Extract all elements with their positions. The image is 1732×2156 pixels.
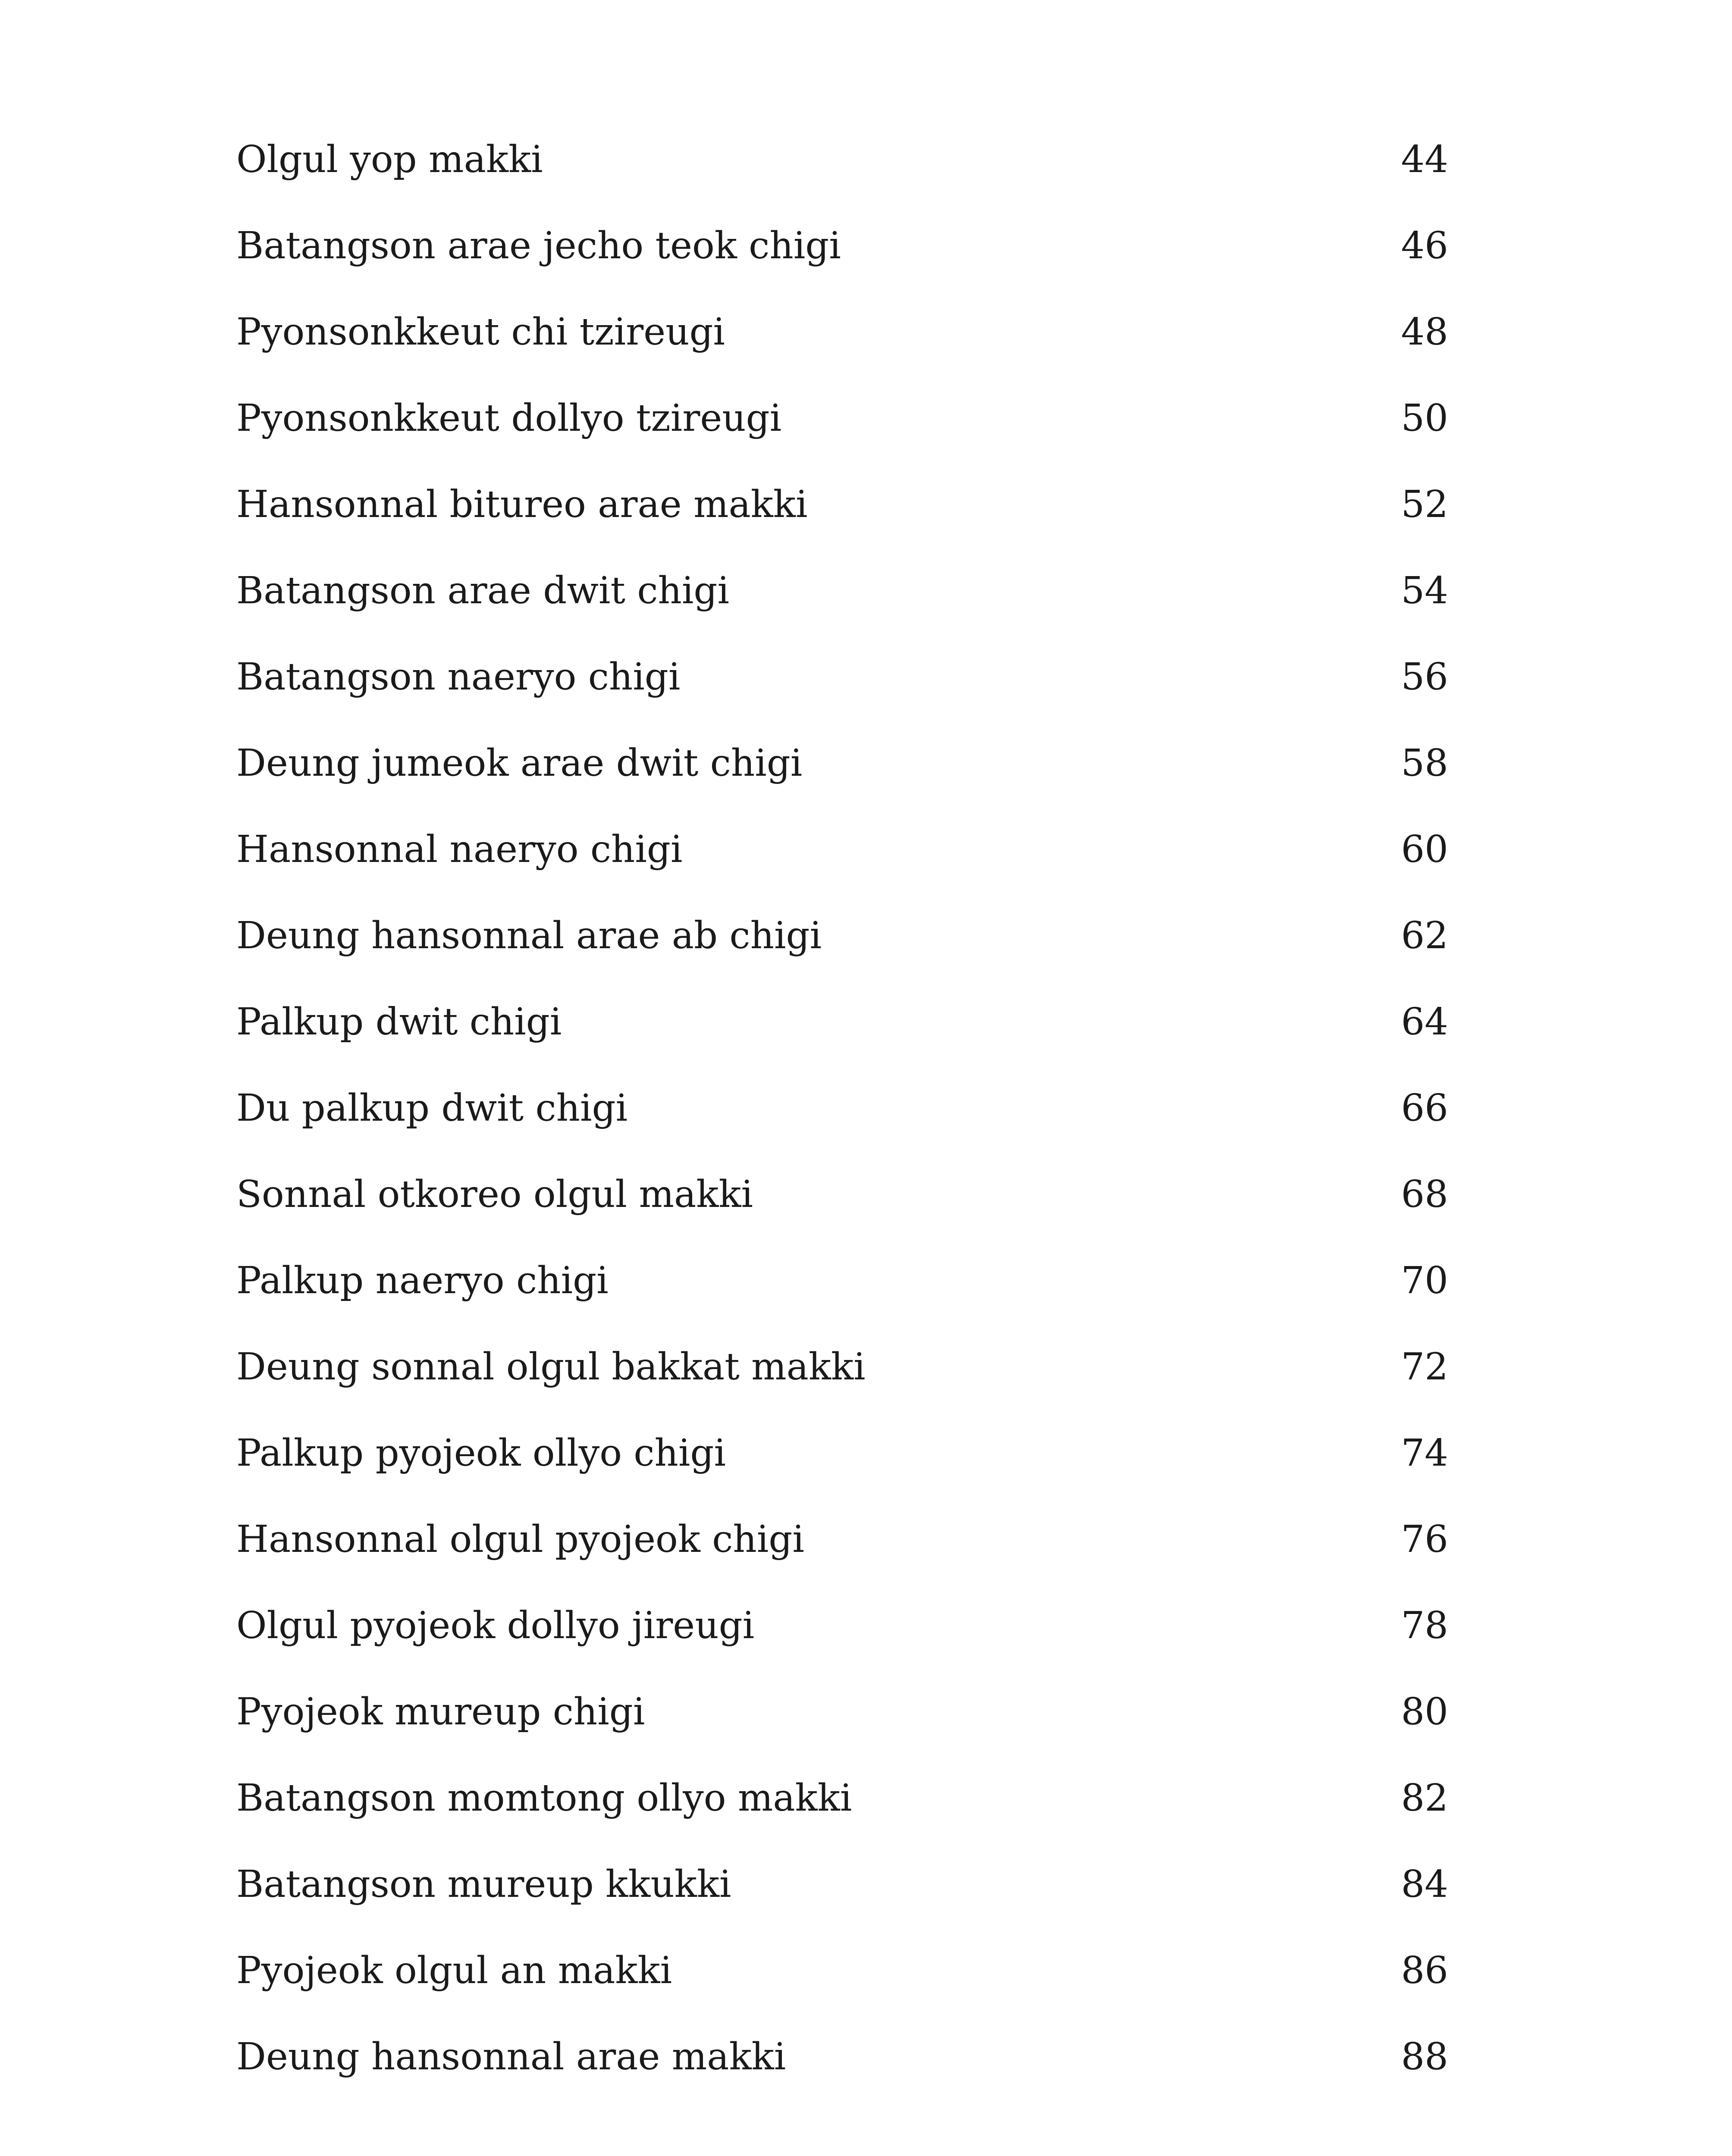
toc-entry-title: Olgul pyojeok dollyo jireugi <box>236 1604 755 1647</box>
toc-entry-page-number: 62 <box>1401 914 1448 957</box>
toc-entry-title: Pyonsonkkeut chi tzireugi <box>236 310 725 354</box>
toc-entry-page-number: 84 <box>1401 1863 1448 1906</box>
toc-entry <box>236 289 1448 375</box>
toc-entry-page-number: 58 <box>1401 742 1448 785</box>
toc-entry-title: Batangson mureup kkukki <box>236 1863 731 1906</box>
toc-entry-title: Palkup dwit chigi <box>236 1000 562 1044</box>
toc-entry-title: Batangson arae dwit chigi <box>236 569 729 612</box>
toc-entry-page-number: 78 <box>1401 1604 1448 1647</box>
toc-entry-page-number: 60 <box>1401 828 1448 871</box>
toc-entry-page-number: 86 <box>1401 1949 1448 1992</box>
toc-entry <box>236 2014 1448 2100</box>
table-of-contents <box>236 116 1448 2100</box>
toc-entry-page-number: 48 <box>1401 310 1448 354</box>
toc-entry-page-number: 74 <box>1401 1432 1448 1475</box>
toc-entry <box>236 979 1448 1065</box>
toc-entry-title: Hansonnal bitureo arae makki <box>236 483 808 526</box>
toc-entry-page-number: 56 <box>1401 655 1448 699</box>
toc-entry <box>236 1065 1448 1151</box>
toc-entry-title: Deung jumeok arae dwit chigi <box>236 742 803 785</box>
toc-entry-title: Deung hansonnal arae ab chigi <box>236 914 822 957</box>
toc-entry-title: Batangson arae jecho teok chigi <box>236 224 841 267</box>
toc-entry <box>236 203 1448 289</box>
toc-entry <box>236 806 1448 893</box>
toc-entry-title: Deung hansonnal arae makki <box>236 2035 786 2078</box>
toc-entry-title: Sonnal otkoreo olgul makki <box>236 1173 753 1216</box>
toc-entry <box>236 1669 1448 1755</box>
toc-entry-title: Pyojeok olgul an makki <box>236 1949 672 1992</box>
toc-entry <box>236 1583 1448 1669</box>
toc-entry-page-number: 50 <box>1401 397 1448 440</box>
toc-entry-page-number: 66 <box>1401 1087 1448 1130</box>
toc-entry-page-number: 88 <box>1401 2035 1448 2078</box>
toc-entry <box>236 1841 1448 1927</box>
toc-entry-title: Batangson momtong ollyo makki <box>236 1777 852 1820</box>
toc-entry-title: Olgul yop makki <box>236 138 543 181</box>
toc-entry <box>236 720 1448 806</box>
toc-entry-title: Du palkup dwit chigi <box>236 1087 628 1130</box>
toc-entry-page-number: 70 <box>1401 1259 1448 1302</box>
toc-entry <box>236 116 1448 203</box>
toc-entry-title: Palkup naeryo chigi <box>236 1259 609 1302</box>
toc-entry <box>236 1324 1448 1410</box>
toc-entry-title: Hansonnal naeryo chigi <box>236 828 683 871</box>
toc-entry-page-number: 72 <box>1401 1345 1448 1388</box>
toc-entry <box>236 634 1448 720</box>
toc-entry <box>236 893 1448 979</box>
toc-entry <box>236 375 1448 461</box>
toc-entry-title: Pyojeok mureup chigi <box>236 1690 645 1733</box>
toc-entry-title: Palkup pyojeok ollyo chigi <box>236 1432 726 1475</box>
toc-entry <box>236 548 1448 634</box>
toc-entry <box>236 1927 1448 2014</box>
toc-entry-page-number: 82 <box>1401 1777 1448 1820</box>
toc-entry-page-number: 64 <box>1401 1000 1448 1044</box>
toc-entry-page-number: 68 <box>1401 1173 1448 1216</box>
toc-entry <box>236 461 1448 548</box>
toc-entry-page-number: 52 <box>1401 483 1448 526</box>
toc-entry-page-number: 54 <box>1401 569 1448 612</box>
toc-entry-page-number: 46 <box>1401 224 1448 267</box>
toc-entry-page-number: 80 <box>1401 1690 1448 1733</box>
toc-entry <box>236 1755 1448 1841</box>
toc-entry <box>236 1410 1448 1496</box>
toc-entry-page-number: 44 <box>1401 138 1448 181</box>
toc-entry-title: Deung sonnal olgul bakkat makki <box>236 1345 866 1388</box>
toc-entry-title: Batangson naeryo chigi <box>236 655 681 699</box>
toc-entry <box>236 1238 1448 1324</box>
toc-entry <box>236 1151 1448 1238</box>
toc-entry <box>236 1496 1448 1583</box>
toc-entry-title: Pyonsonkkeut dollyo tzireugi <box>236 397 782 440</box>
toc-entry-page-number: 76 <box>1401 1518 1448 1561</box>
toc-entry-title: Hansonnal olgul pyojeok chigi <box>236 1518 804 1561</box>
